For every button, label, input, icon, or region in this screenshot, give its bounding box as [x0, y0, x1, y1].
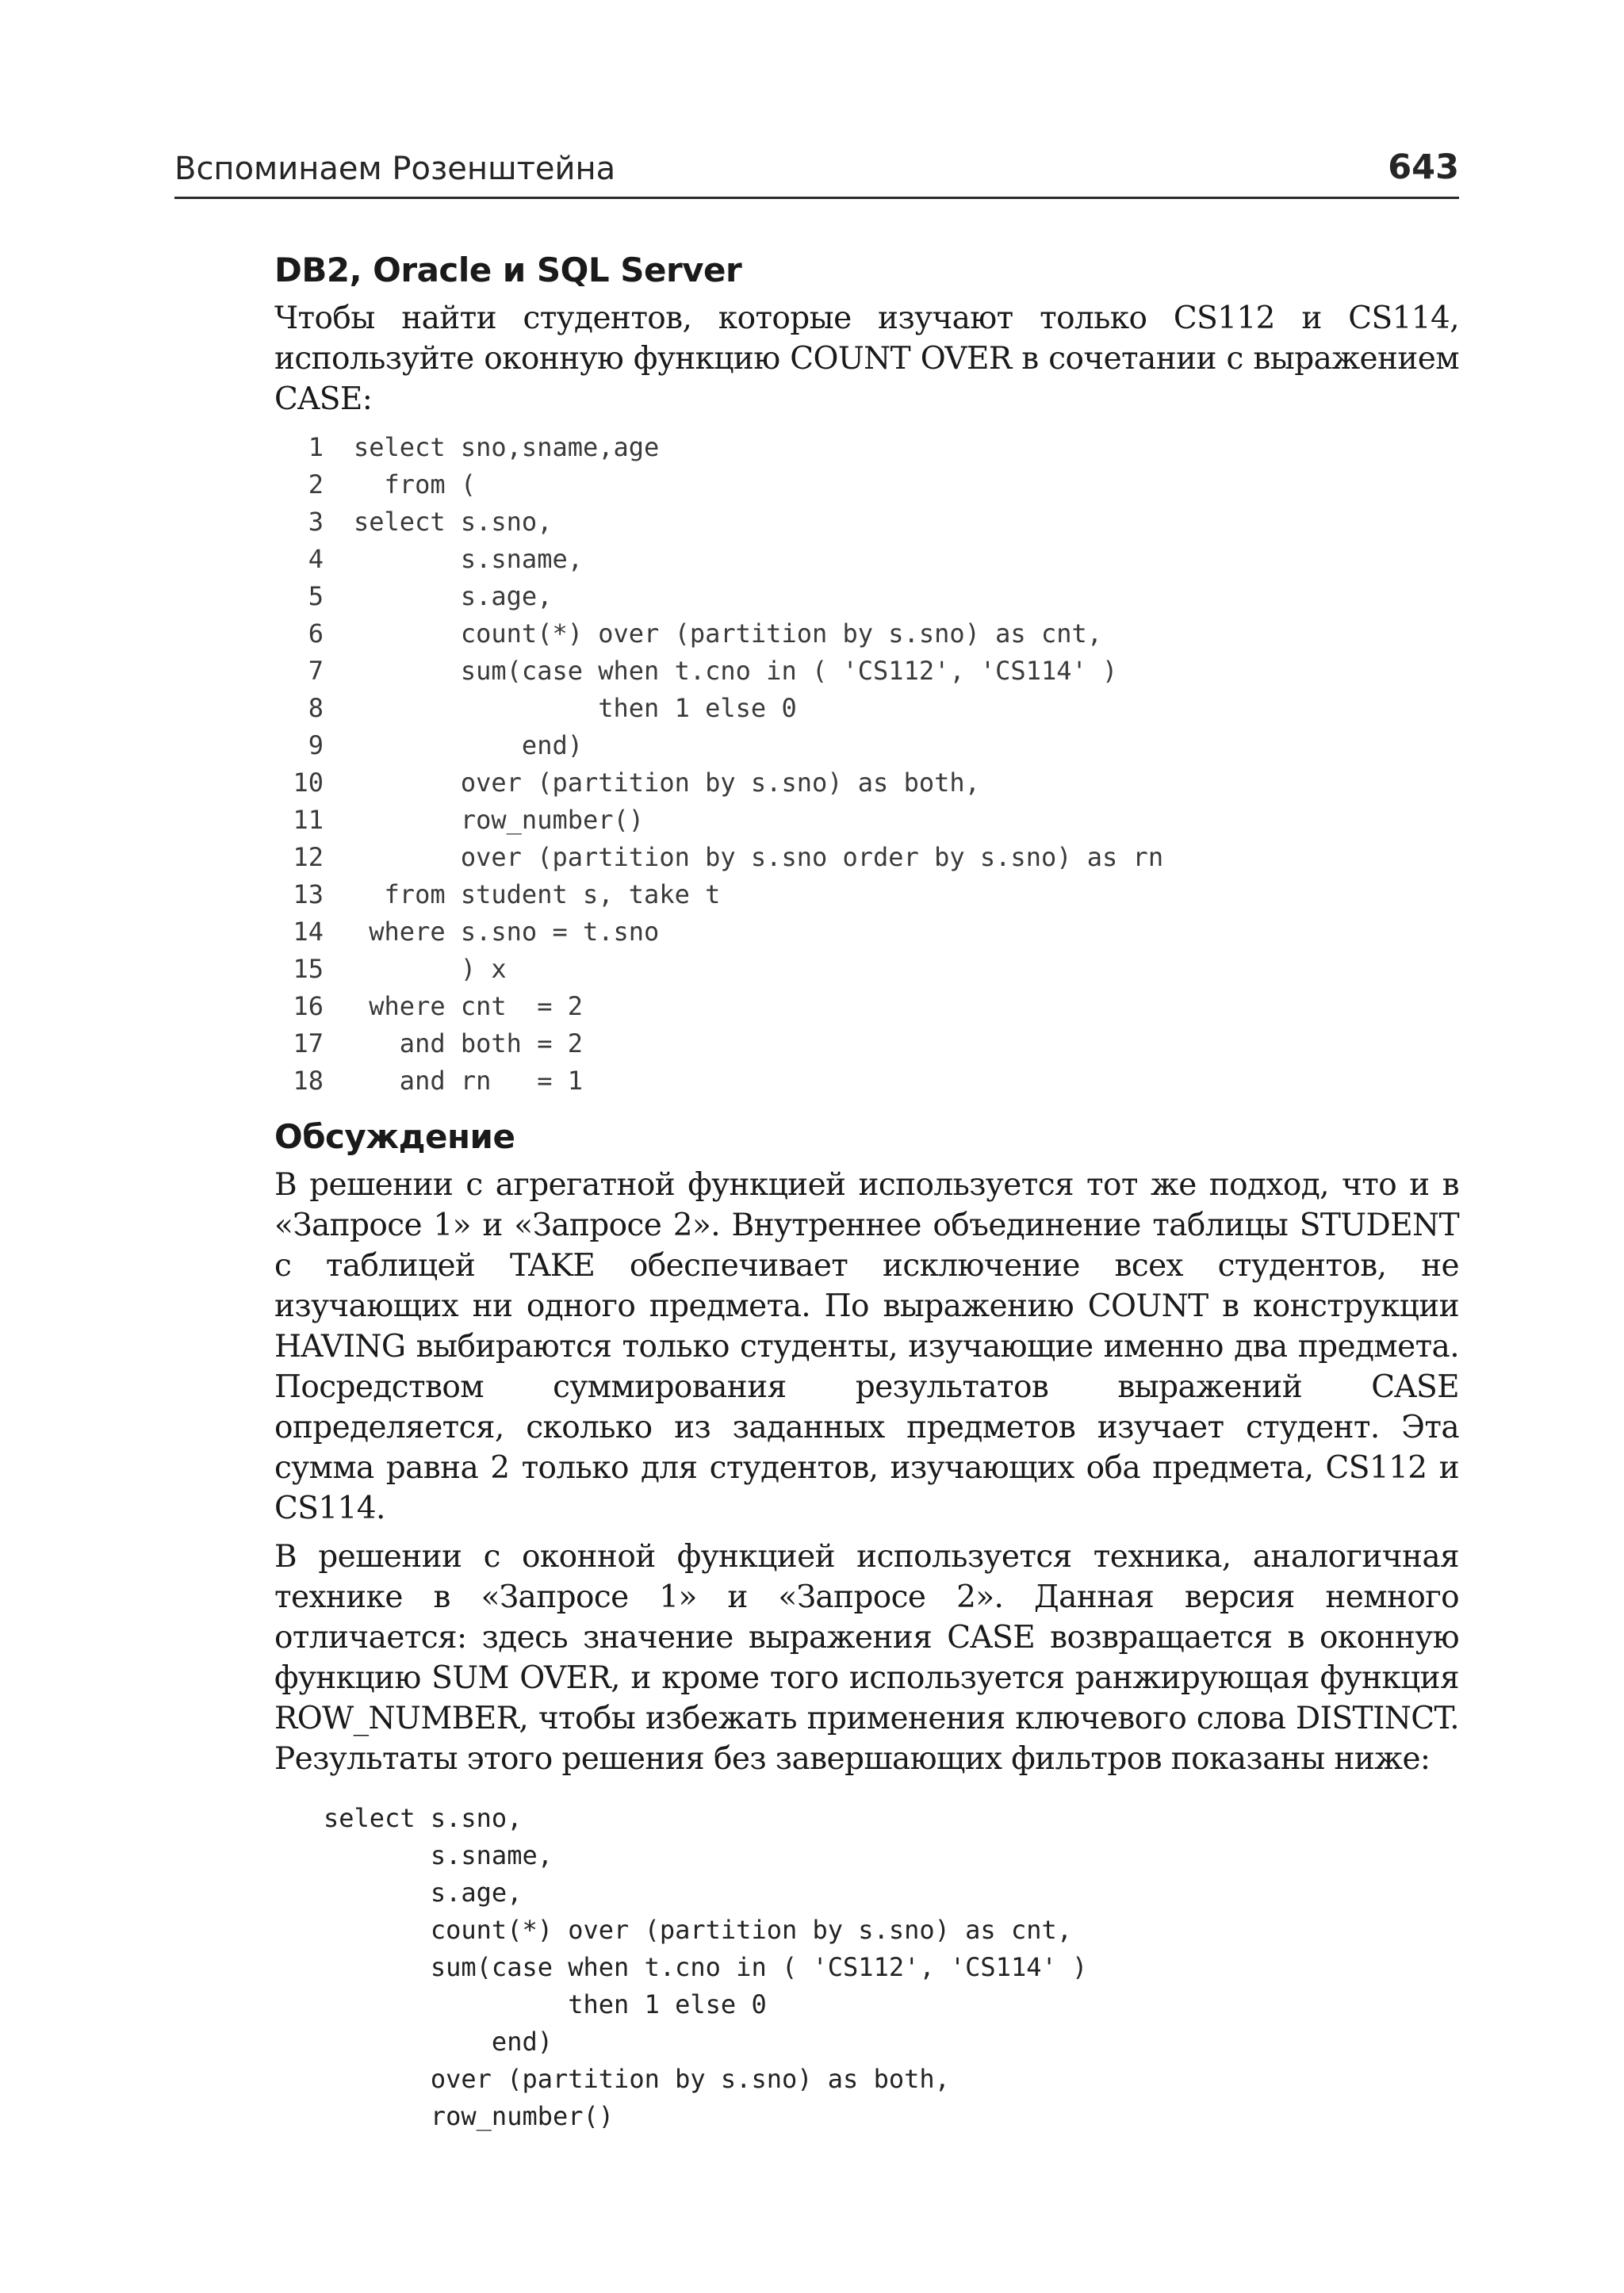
line-code: over (partition by s.sno) as both, — [354, 768, 980, 798]
plain-code-listing — [324, 1800, 1459, 2135]
section-heading-db2-oracle-sqlserver: DB2, Oracle и SQL Server — [274, 251, 742, 289]
code-line: s.sname, — [324, 1840, 553, 1870]
code-line — [274, 429, 1459, 466]
code-line — [274, 839, 1459, 876]
code-line — [274, 727, 1459, 764]
line-number: 8 — [308, 693, 324, 723]
line-code: select sno,sname,age — [354, 432, 660, 462]
code-line: then 1 else 0 — [324, 1989, 767, 2019]
code-line — [274, 876, 1459, 913]
page-number: 643 — [1388, 147, 1459, 187]
numbered-code-listing — [274, 429, 1459, 1100]
line-code: from ( — [354, 469, 477, 500]
code-line — [274, 1062, 1459, 1100]
code-line — [274, 988, 1459, 1025]
line-number: 12 — [293, 842, 324, 872]
line-code: s.sname, — [354, 544, 583, 574]
code-line: count(*) over (partition by s.sno) as cnt, — [324, 1915, 1073, 1945]
code-line — [274, 503, 1459, 541]
line-number: 1 — [308, 432, 324, 462]
line-code: sum(case when t.cno in ( 'CS112', 'CS114' ) — [354, 656, 1118, 686]
code-line — [274, 764, 1459, 802]
line-number: 6 — [308, 618, 324, 649]
code-line — [274, 615, 1459, 653]
line-code: row_number() — [354, 805, 645, 835]
header-rule — [174, 197, 1459, 199]
line-number: 7 — [308, 656, 324, 686]
line-number: 2 — [308, 469, 324, 500]
code-line — [274, 578, 1459, 615]
line-code: s.age, — [354, 581, 553, 611]
line-number: 16 — [293, 991, 324, 1021]
line-code: over (partition by s.sno order by s.sno) as rn — [354, 842, 1164, 872]
code-line: over (partition by s.sno) as both, — [324, 2064, 950, 2094]
code-line — [274, 653, 1459, 690]
line-code: from student s, take t — [354, 879, 721, 909]
line-number: 15 — [293, 954, 324, 984]
line-code: end) — [354, 730, 583, 760]
code-line — [274, 913, 1459, 951]
code-line — [274, 802, 1459, 839]
section-heading-discussion: Обсуждение — [274, 1117, 515, 1156]
line-code: count(*) over (partition by s.sno) as cnt, — [354, 618, 1103, 649]
code-line — [274, 1025, 1459, 1062]
line-number: 17 — [293, 1028, 324, 1058]
code-line — [274, 541, 1459, 578]
line-code: and both = 2 — [354, 1028, 583, 1058]
code-line — [274, 466, 1459, 503]
discussion-paragraph-1: В решении с агрегатной функцией используется тот же подход, что и в «Запросе 1» и «Запросе 2». Внутреннее объединение таблицы STUDENT с таблицей TAKE обеспечивает исключение всех студентов, не изучающих ни одного предмета. По выражению COUNT в конструкции HAVING выбираются только студенты, изучающие именно два предмета. Посредством суммирования результатов выражений CASE определяется, сколько из заданных предметов изучает студент. Эта сумма равна 2 только для студентов, изучающих оба предмета, CS112 и CS114. — [274, 1167, 1459, 1526]
line-number: 4 — [308, 544, 324, 574]
line-code: where s.sno = t.sno — [354, 917, 660, 947]
line-number: 13 — [293, 879, 324, 909]
discussion-paragraph-2: В решении с оконной функцией используется техника, аналогичная технике в «Запросе 1» и «Запросе 2». Данная версия немного отличается: здесь значение выражения CASE возвращается в оконную функцию SUM OVER, и кроме того используется ранжирующая функция ROW_NUMBER, чтобы избежать применения ключевого слова DISTINCT. Результаты этого решения без завершающих фильтров показаны ниже: — [274, 1539, 1459, 1777]
line-number: 11 — [293, 805, 324, 835]
code-line: s.age, — [324, 1878, 523, 1908]
code-line: end) — [324, 2027, 553, 2057]
line-code: and rn = 1 — [354, 1066, 583, 1096]
code-line: sum(case when t.cno in ( 'CS112', 'CS114' ) — [324, 1952, 1088, 1982]
line-number: 9 — [308, 730, 324, 760]
line-number: 14 — [293, 917, 324, 947]
line-code: then 1 else 0 — [354, 693, 797, 723]
line-code: where cnt = 2 — [354, 991, 583, 1021]
line-code: select s.sno, — [354, 507, 553, 537]
running-header — [174, 149, 1459, 189]
line-number: 18 — [293, 1066, 324, 1096]
line-code: ) x — [354, 954, 507, 984]
line-number: 5 — [308, 581, 324, 611]
page-content — [274, 247, 1459, 2135]
line-number: 10 — [293, 768, 324, 798]
code-line — [274, 951, 1459, 988]
code-line: row_number() — [324, 2101, 615, 2131]
code-line: select s.sno, — [324, 1803, 523, 1833]
line-number: 3 — [308, 507, 324, 537]
code-line — [274, 690, 1459, 727]
running-title: Вспоминаем Розенштейна — [174, 151, 616, 187]
intro-paragraph: Чтобы найти студентов, которые изучают только CS112 и CS114, используйте оконную функцию COUNT OVER в сочетании с выражением CASE: — [274, 301, 1459, 417]
